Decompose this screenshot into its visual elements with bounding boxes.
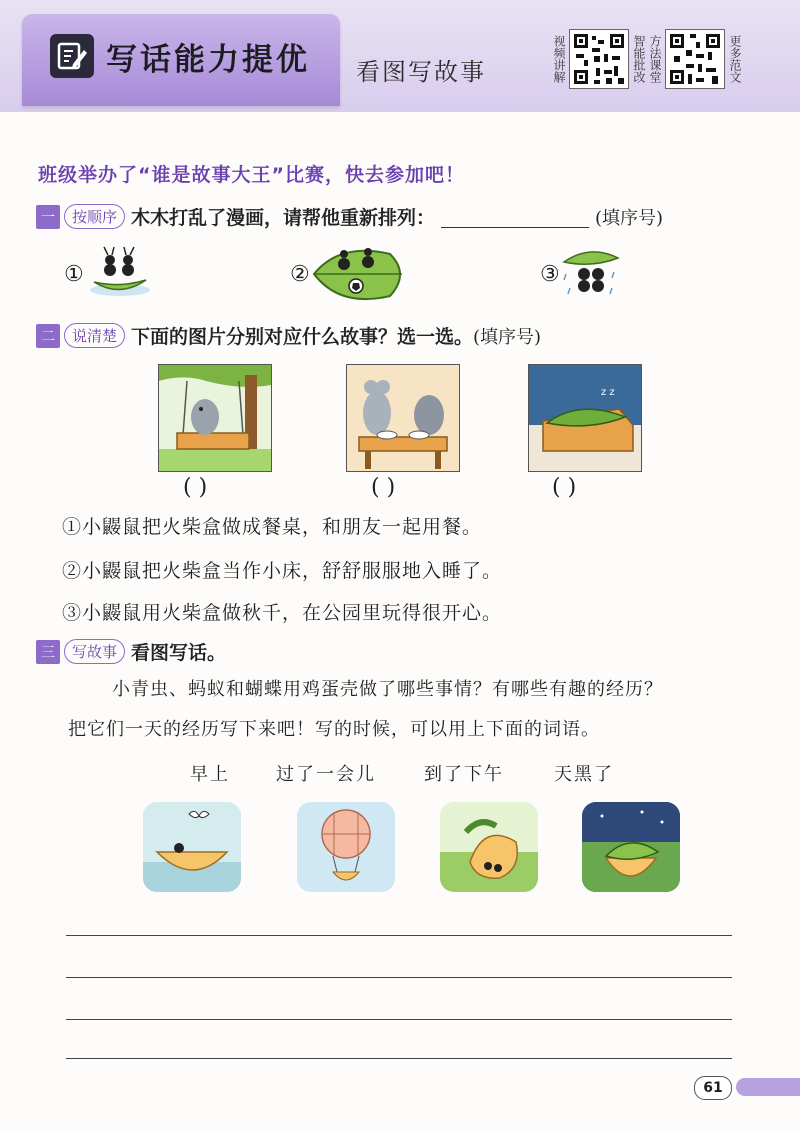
section-pill: 按顺序 [64, 204, 125, 229]
writing-line-1[interactable] [66, 935, 732, 936]
section1-header [36, 203, 663, 230]
story-option-2: ②小鼹鼠把火柴盒当作小床，舒舒服服地入睡了。 [62, 560, 503, 582]
night-eggshell-bed-scene [582, 802, 680, 892]
writing-line-2[interactable] [66, 977, 732, 978]
section-hint: (填序号) [473, 326, 542, 348]
answer-paren-3[interactable]: ( ) [552, 475, 577, 500]
prompt-paragraph-1: 小青虫、蚂蚁和蝴蝶用鸡蛋壳做了哪些事情？有哪些有趣的经历？ [112, 679, 663, 700]
qr-code-icon[interactable] [569, 29, 629, 89]
morning-eggshell-boat-scene [143, 802, 241, 892]
header-title: 写话能力提优 [106, 42, 310, 78]
qr-group-left [552, 26, 646, 92]
ants-on-leaf-boat-illustration [88, 244, 152, 300]
ants-on-leaf-ball-illustration [310, 240, 410, 308]
prompt-paragraph-2: 把它们一天的经历写下来吧！写的时候，可以用上下面的词语。 [68, 719, 600, 740]
eggshell-balloon-scene [297, 802, 395, 892]
qr-group-right [648, 26, 742, 92]
section-pill: 说清楚 [64, 323, 125, 348]
afternoon-eggshell-shelter-scene [440, 802, 538, 892]
comic-label-3: ③ [540, 262, 560, 287]
answer-blank[interactable] [441, 205, 589, 228]
intro-text: 班级举办了“谁是故事大王”比赛，快去参加吧！ [38, 164, 465, 186]
comic-label-2: ② [290, 262, 310, 287]
qr-label-method: 方法课堂 [648, 35, 662, 83]
mole-sleeping-picture [528, 364, 642, 472]
writing-line-4[interactable] [66, 1058, 732, 1059]
section-number: 三 [36, 640, 60, 664]
section-number: 一 [36, 205, 60, 229]
section-number: 二 [36, 324, 60, 348]
section-instruction: 木木打乱了漫画，请帮他重新排列： [131, 207, 436, 229]
time-word-3: 到了下午 [424, 764, 504, 785]
answer-paren-2[interactable]: ( ) [371, 475, 396, 500]
svg-text:z z: z z [601, 387, 615, 398]
comic-label-1: ① [64, 262, 84, 287]
ants-under-leaf-rain-illustration [560, 244, 622, 302]
pencil-note-icon [50, 34, 94, 78]
time-word-1: 早上 [190, 764, 230, 785]
answer-paren-1[interactable]: ( ) [183, 475, 208, 500]
section-instruction: 看图写话。 [131, 642, 227, 664]
time-word-2: 过了一会儿 [276, 764, 376, 785]
section2-header [36, 322, 541, 349]
section-hint: (填序号) [595, 207, 664, 229]
section3-header [36, 638, 226, 665]
qr-label-video: 视频讲解 [552, 35, 566, 83]
section-pill: 写故事 [64, 639, 125, 664]
section-instruction: 下面的图片分别对应什么故事？选一选。 [131, 326, 474, 348]
writing-line-3[interactable] [66, 1019, 732, 1020]
moles-dining-picture [346, 364, 460, 472]
qr-label-grading: 智能批改 [632, 35, 646, 83]
qr-code-icon[interactable] [665, 29, 725, 89]
qr-label-more: 更多范文 [728, 35, 742, 83]
story-option-1: ①小鼹鼠把火柴盒做成餐桌，和朋友一起用餐。 [62, 516, 483, 538]
time-word-4: 天黑了 [554, 764, 614, 785]
page-number-bar [736, 1078, 800, 1096]
story-option-3: ③小鼹鼠用火柴盒做秋千，在公园里玩得很开心。 [62, 602, 503, 624]
mole-swing-picture [158, 364, 272, 472]
page-number: 61 [694, 1076, 732, 1100]
header-subtitle: 看图写故事 [356, 58, 486, 86]
